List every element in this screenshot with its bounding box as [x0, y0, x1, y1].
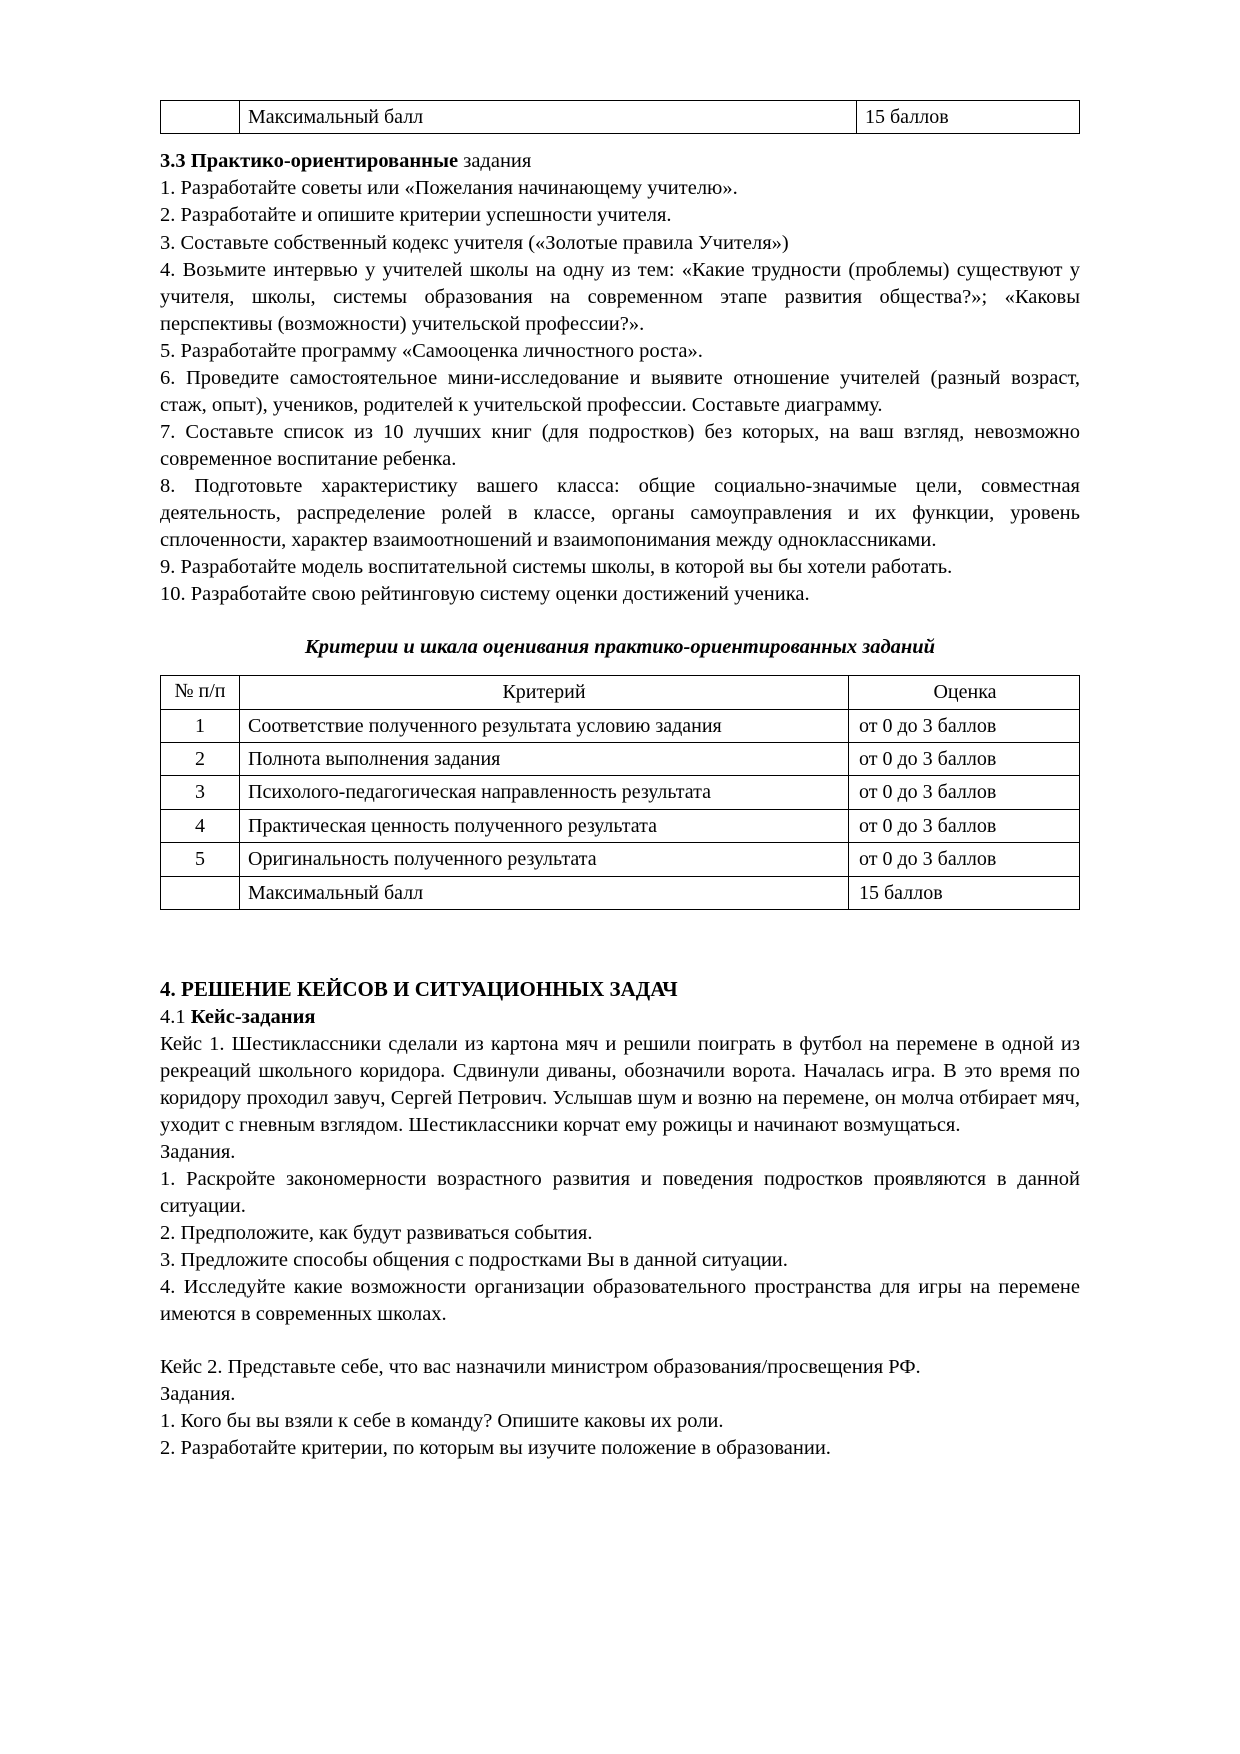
cell-total-value: 15 баллов: [849, 876, 1080, 909]
cell-criterion: Психолого-педагогическая направленность результата: [240, 776, 849, 809]
case-2-text: Кейс 2. Представьте себе, что вас назначили министром образования/просвещения РФ.: [160, 1356, 921, 1379]
table-row: [161, 743, 1080, 776]
criteria-caption: Критерии и шкала оценивания практико-ориентированных заданий: [304, 636, 936, 659]
table-row: [161, 709, 1080, 742]
cell-score: от 0 до 3 баллов: [849, 743, 1080, 776]
cell-number: 4: [161, 809, 240, 842]
case-1-task-2: 2. Предположите, как будут развиваться события.: [160, 1222, 593, 1245]
case-2-tasks-label: Задания.: [160, 1383, 236, 1406]
spacer: [160, 661, 1080, 675]
cell-value: 15 баллов: [857, 101, 1080, 134]
task-item-3: 3. Составьте собственный кодекс учителя («Золотые правила Учителя»): [160, 231, 789, 254]
cell-number: 2: [161, 743, 240, 776]
cell-number: 5: [161, 843, 240, 876]
cell-criterion: Полнота выполнения задания: [240, 743, 849, 776]
max-score-table-top: [160, 100, 1080, 134]
cell-criterion: Практическая ценность полученного результата: [240, 809, 849, 842]
case-1-tasks-label: Задания.: [160, 1140, 236, 1163]
case-2-task-2: 2. Разработайте критерии, по которым вы изучите положение в образовании.: [160, 1437, 831, 1460]
case-1-task-3: 3. Предложите способы общения с подростками Вы в данной ситуации.: [160, 1249, 788, 1272]
cell-score: от 0 до 3 баллов: [849, 709, 1080, 742]
cell-number: [161, 101, 240, 134]
task-item-10: 10. Разработайте свою рейтинговую систему оценки достижений ученика.: [160, 583, 810, 606]
section-4-1-prefix: 4.1: [160, 1005, 191, 1028]
section-4-1-subtitle: [160, 1004, 1080, 1031]
cell-score: от 0 до 3 баллов: [849, 843, 1080, 876]
section-4-1-bold: Кейс-задания: [190, 1005, 316, 1028]
cell-number: 1: [161, 709, 240, 742]
table-total-row: [161, 876, 1080, 909]
case-1-task-4: 4. Исследуйте какие возможности организации образовательного пространства для игры на перемене имеются в современных школах.: [160, 1276, 1080, 1326]
spacer: [160, 910, 1080, 950]
header-number-text: № п/п: [174, 680, 226, 703]
spacer: [160, 1328, 1080, 1354]
header-number: [161, 676, 240, 709]
case-2-task-1: 1. Кого бы вы взяли к себе в команду? Опишите каковы их роли.: [160, 1410, 724, 1433]
case-1-task-1: 1. Раскройте закономерности возрастного развития и поведения подростков проявляются в данной ситуации.: [160, 1167, 1080, 1218]
header-criterion: Критерий: [240, 676, 849, 709]
cell-score: от 0 до 3 баллов: [849, 776, 1080, 809]
cell-label: Максимальный балл: [240, 101, 857, 134]
section-4-title: 4. РЕШЕНИЕ КЕЙСОВ И СИТУАЦИОННЫХ ЗАДАЧ: [160, 976, 678, 1001]
cell-number: 3: [161, 776, 240, 809]
cell-criterion: Оригинальность полученного результата: [240, 843, 849, 876]
cell-score: от 0 до 3 баллов: [849, 809, 1080, 842]
task-item-5: 5. Разработайте программу «Самооценка личностного роста».: [160, 339, 703, 362]
table-row: [161, 776, 1080, 809]
task-item-2: 2. Разработайте и опишите критерии успешности учителя.: [160, 204, 672, 227]
task-item-1: 1. Разработайте советы или «Пожелания начинающему учителю».: [160, 177, 738, 200]
table-row: [161, 843, 1080, 876]
task-item-8: 8. Подготовьте характеристику вашего класса: общие социально-значимые цели, совместная деятельность, распределение ролей в классе, органы самоуправления и их функции, уровень сплоченности, характер взаимоотношений и взаимопонимания между одноклассниками.: [160, 474, 1080, 552]
spacer: [160, 608, 1080, 634]
spacer: [160, 950, 1080, 976]
task-item-7: 7. Составьте список из 10 лучших книг (для подростков) без которых, на ваш взгляд, невозможно современное воспитание ребенка.: [160, 420, 1080, 470]
header-score: Оценка: [849, 676, 1080, 709]
section-3-3-heading-rest: задания: [458, 150, 532, 173]
cell-number: [161, 876, 240, 909]
task-item-4: 4. Возьмите интервью у учителей школы на одну из тем: «Какие трудности (проблемы) существуют у учителя, школы, системы образования на современном этапе развития общества?»; «Каковы перспективы (возможности) учительской профессии?».: [160, 258, 1080, 335]
criteria-table: [160, 675, 1080, 910]
table-row: [161, 101, 1080, 134]
table-header-row: [161, 676, 1080, 709]
table-row: [161, 809, 1080, 842]
cell-criterion: Соответствие полученного результата условию задания: [240, 709, 849, 742]
cell-total-label: Максимальный балл: [240, 876, 849, 909]
section-3-3-heading: [160, 148, 1080, 175]
section-3-3-heading-bold: 3.3 Практико-ориентированные: [160, 150, 459, 173]
spacer: [160, 134, 1080, 148]
case-1-text: Кейс 1. Шестиклассники сделали из картона мяч и решили поиграть в футбол на перемене в одной из рекреаций школьного коридора. Сдвинули диваны, обозначили ворота. Началась игра. В это время по коридору проходил завуч, Сергей Петрович. Услышав шум и возню на перемене, он молча отбирает мяч, уходит с гневным взглядом. Шестиклассники корчат ему рожицы и начинают возмущаться.: [160, 1032, 1080, 1136]
task-item-9: 9. Разработайте модель воспитательной системы школы, в которой вы бы хотели работать.: [160, 556, 953, 579]
task-item-6: 6. Проведите самостоятельное мини-исследование и выявите отношение учителей (разный возраст, стаж, опыт), учеников, родителей к учительской профессии. Составьте диаграмму.: [160, 366, 1080, 416]
